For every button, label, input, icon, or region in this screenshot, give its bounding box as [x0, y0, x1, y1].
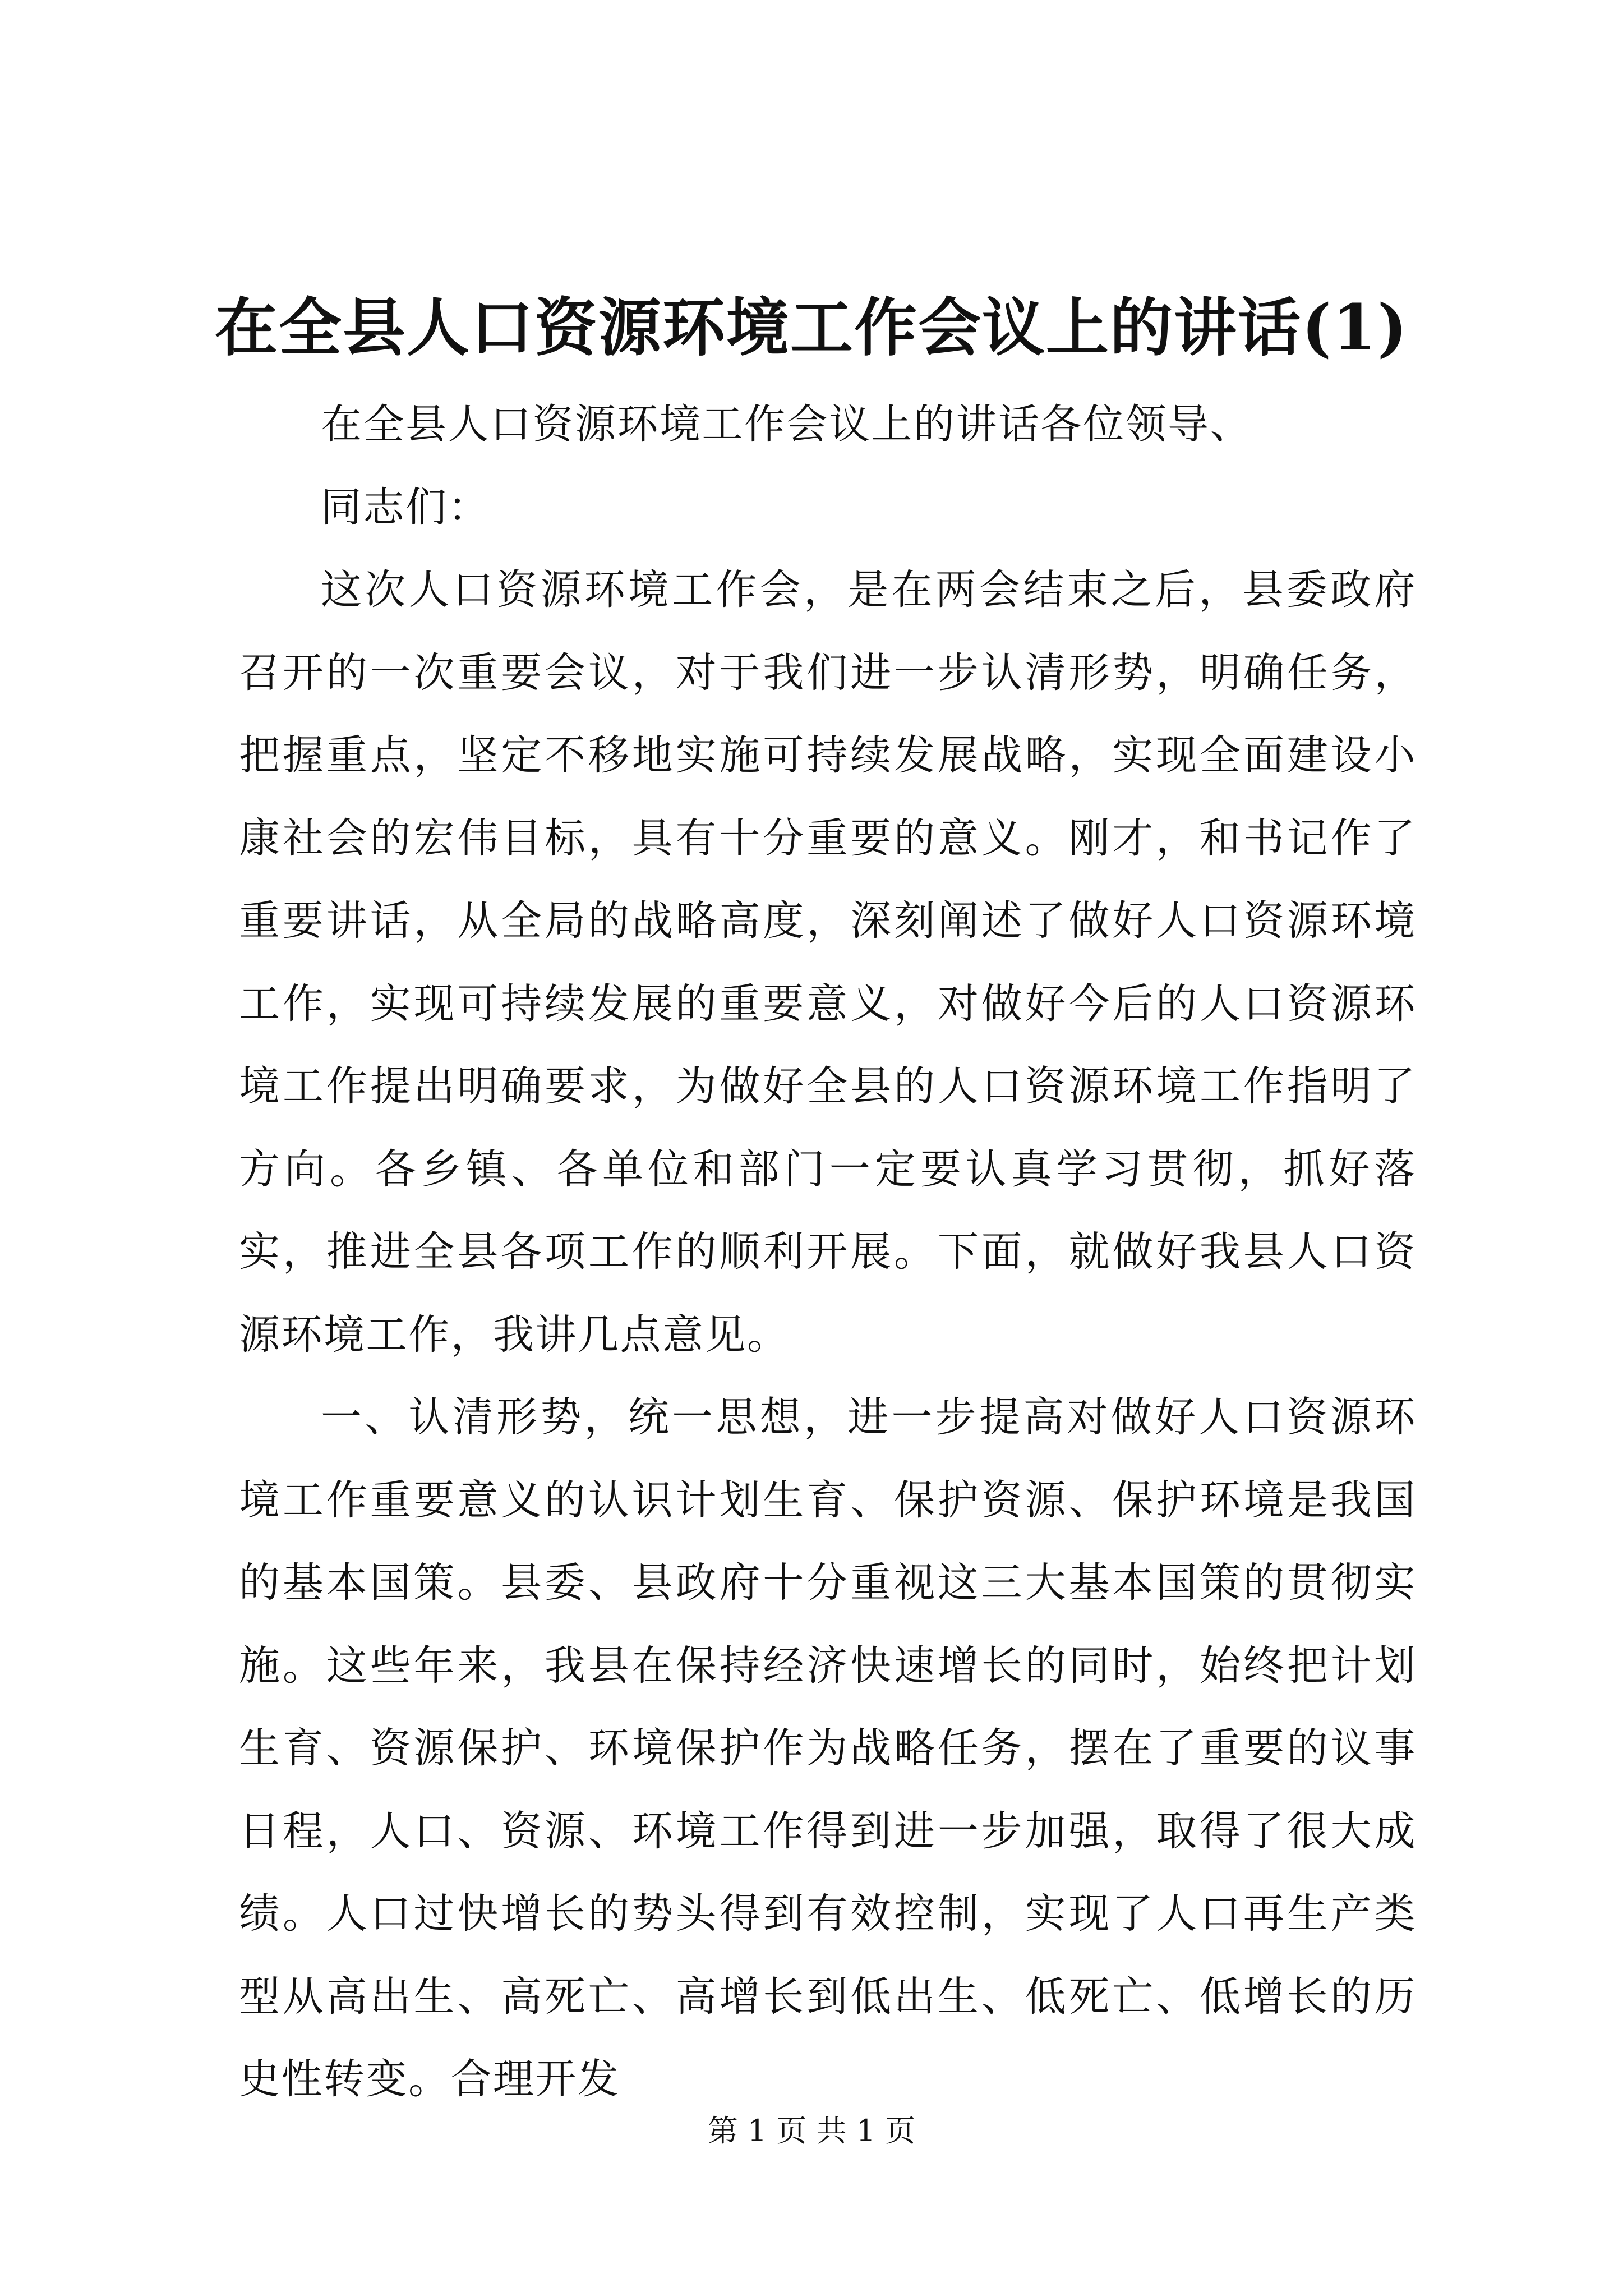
paragraph-4: 一、认清形势，统一思想，进一步提高对做好人口资源环境工作重要意义的认识计划生育、保护资源、保护环境是我国的基本国策。县委、县政府十分重视这三大基本国策的贯彻实施。这些年来，我县在保持经济快速增长的同时，始终把计划生育、资源保护、环境保护作为战略任务，摆在了重要的议事日程，人口、资源、环境工作得到进一步加强，取得了很大成绩。人口过快增长的势头得到有效控制，实现了人口再生产类型从高出生、高死亡、高增长到低出生、低死亡、低增长的历史性转变。合理开发	[239, 1393, 1417, 2103]
page-footer: 第 1 页 共 1 页	[707, 2113, 916, 2148]
paragraph-1: 在全县人口资源环境工作会议上的讲话各位领导、	[321, 401, 1252, 448]
document-title: 在全县人口资源环境工作会议上的讲话(1)	[215, 291, 1408, 365]
paragraph-2: 同志们：	[321, 483, 490, 531]
paragraph-3: 这次人口资源环境工作会，是在两会结束之后，县委政府召开的一次重要会议，对于我们进一步认清形势，明确任务，把握重点，坚定不移地实施可持续发展战略，实现全面建设小康社会的宏伟目标，具有十分重要的意义。刚才，和书记作了重要讲话，从全局的战略高度，深刻阐述了做好人口资源环境工作，实现可持续发展的重要意义，对做好今后的人口资源环境工作提出明确要求，为做好全县的人口资源环境工作指明了方向。各乡镇、各单位和部门一定要认真学习贯彻，抓好落实，推进全县各项工作的顺利开展。下面，就做好我县人口资源环境工作，我讲几点意见。	[239, 566, 1417, 1359]
document-body	[239, 383, 1417, 2121]
